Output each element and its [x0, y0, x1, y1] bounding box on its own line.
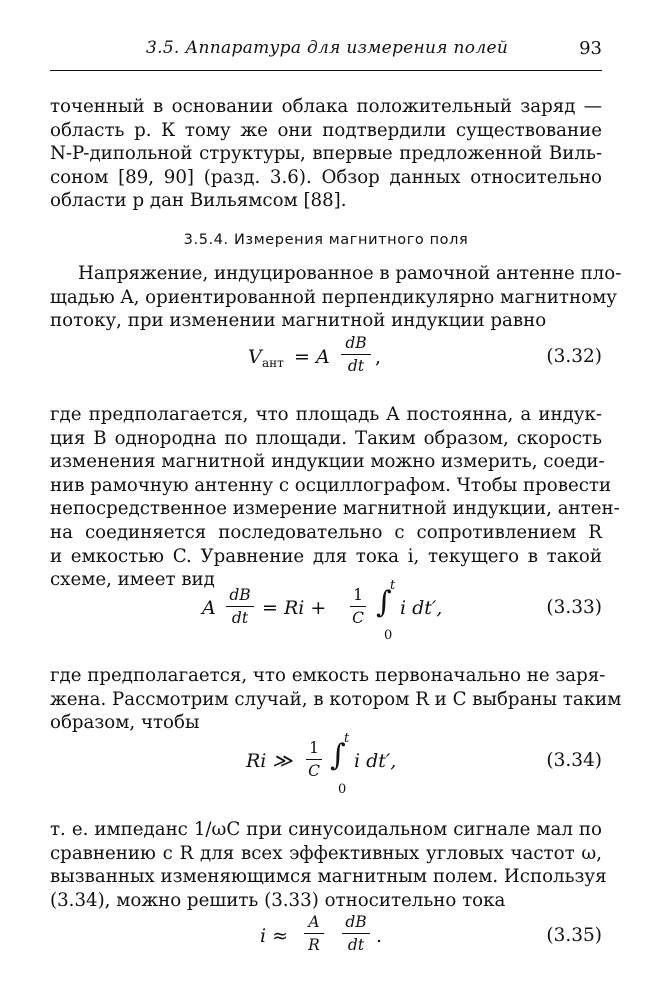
fraction-bar — [304, 933, 324, 934]
text-line: на соединяется последовательно с сопротивлением R — [50, 521, 602, 543]
fraction-denominator: C — [308, 762, 320, 780]
text-line: и емкостью C. Уравнение для тока i, текущего в такой — [50, 545, 602, 567]
fraction-numerator: dB — [229, 586, 251, 604]
page-number: 93 — [579, 38, 602, 59]
integral-lower-limit: 0 — [338, 782, 347, 797]
eq-reciprocal — [350, 586, 366, 627]
equation-number: (3.35) — [546, 925, 602, 946]
equation-number: (3.33) — [546, 597, 602, 618]
paragraph-3 — [50, 403, 620, 592]
paragraph-4 — [50, 664, 622, 735]
text-line: N-P-дипольной структуры, впервые предложенной Виль- — [50, 143, 602, 165]
text-line: где предполагается, что емкость первоначально не заря- — [50, 665, 606, 686]
text-line: щадью A, ориентированной перпендикулярно магнитному — [50, 286, 617, 308]
running-head — [50, 38, 602, 64]
fraction-denominator: dt — [347, 936, 365, 954]
eq-integrand: i dt′, — [400, 597, 443, 619]
eq-integrand: i dt′, — [354, 750, 397, 772]
section-title: 3.5. Аппаратура для измерения полей — [146, 38, 509, 58]
eq-lhs-subscript: ант — [262, 356, 284, 370]
fraction-numerator: A — [308, 913, 320, 931]
header-rule — [50, 70, 602, 71]
text-line: Напряжение, индуцированное в рамочной антенне пло- — [78, 263, 622, 284]
subsection-heading: 3.5.4. Измерения магнитного поля — [183, 232, 469, 248]
eq-trailing-comma: , — [375, 346, 382, 368]
integral-lower-limit: 0 — [384, 628, 393, 643]
fraction-numerator: dB — [345, 334, 367, 352]
paragraph-5 — [50, 818, 607, 912]
eq-fraction-2 — [342, 913, 370, 954]
text-line: вызванных изменяющимся магнитным полем. Используя — [50, 866, 607, 888]
text-line: ция B однородна по площади. Таким образом, скорость — [50, 427, 602, 449]
equation-3-35 — [50, 912, 602, 962]
text-line: точенный в основании облака положительный заряд — — [50, 96, 602, 117]
eq-lhs: i ≈ — [260, 925, 289, 947]
equation-3-33 — [50, 578, 602, 644]
text-line: область p. К тому же они подтвердили существование — [50, 119, 602, 141]
fraction-bar — [306, 759, 322, 760]
fraction-bar — [342, 933, 370, 934]
text-line: сравнению с R для всех эффективных угловых частот ω, — [50, 842, 602, 864]
eq-fraction — [341, 334, 371, 375]
eq-lhs: V — [248, 346, 262, 368]
fraction-numerator: 1 — [353, 586, 363, 604]
fraction-bar — [226, 606, 254, 607]
text-line: изменения магнитной индукции можно измерить, соеди- — [50, 451, 605, 473]
text-line: образом, чтобы — [50, 712, 200, 734]
fraction-bar — [341, 354, 371, 355]
text-line: нив рамочную антенну с осциллографом. Чтобы провести — [50, 474, 612, 496]
fraction-denominator: dt — [347, 357, 365, 375]
paragraph-1 — [50, 95, 602, 213]
eq-reciprocal — [306, 739, 322, 780]
text-line: т. е. импеданс 1/ωC при синусоидальном сигнале мал по — [50, 819, 602, 840]
fraction-denominator: R — [308, 936, 320, 954]
equation-3-32 — [50, 334, 602, 384]
paragraph-2 — [50, 262, 622, 333]
integral-sign: ∫ — [330, 738, 346, 773]
eq-lhs: A — [202, 597, 216, 619]
fraction-denominator: C — [352, 609, 364, 627]
equation-3-34 — [50, 732, 602, 798]
text-line: непосредственное измерение магнитной индукции, антен- — [50, 498, 620, 520]
fraction-numerator: 1 — [309, 739, 319, 757]
integral-upper-limit: t — [390, 578, 396, 593]
eq-middle: = Ri + — [262, 597, 327, 619]
fraction-numerator: dB — [345, 913, 367, 931]
equation-number: (3.34) — [546, 750, 602, 771]
eq-fraction-1 — [304, 913, 324, 954]
text-line: области p дан Вильямсом [88]. — [50, 190, 347, 212]
eq-trailing-period: . — [376, 925, 383, 947]
fraction-bar — [350, 606, 366, 607]
text-line: (3.34), можно решить (3.33) относительно тока — [50, 889, 506, 911]
text-line: потоку, при изменении магнитной индукции равно — [50, 310, 547, 332]
integral-sign: ∫ — [376, 585, 392, 620]
text-line: где предполагается, что площадь A постоянна, а индук- — [50, 404, 602, 425]
eq-equals: = A — [294, 346, 330, 368]
eq-lhs: Ri ≫ — [246, 750, 293, 772]
fraction-denominator: dt — [231, 609, 249, 627]
integral-upper-limit: t — [344, 731, 350, 746]
text-line: схеме, имеет вид — [50, 569, 215, 591]
equation-number: (3.32) — [546, 346, 602, 367]
eq-fraction — [226, 586, 254, 627]
text-line: жена. Рассмотрим случай, в котором R и C выбраны таким — [50, 688, 622, 710]
text-line: соном [89, 90] (разд. 3.6). Обзор данных относительно — [50, 166, 602, 188]
